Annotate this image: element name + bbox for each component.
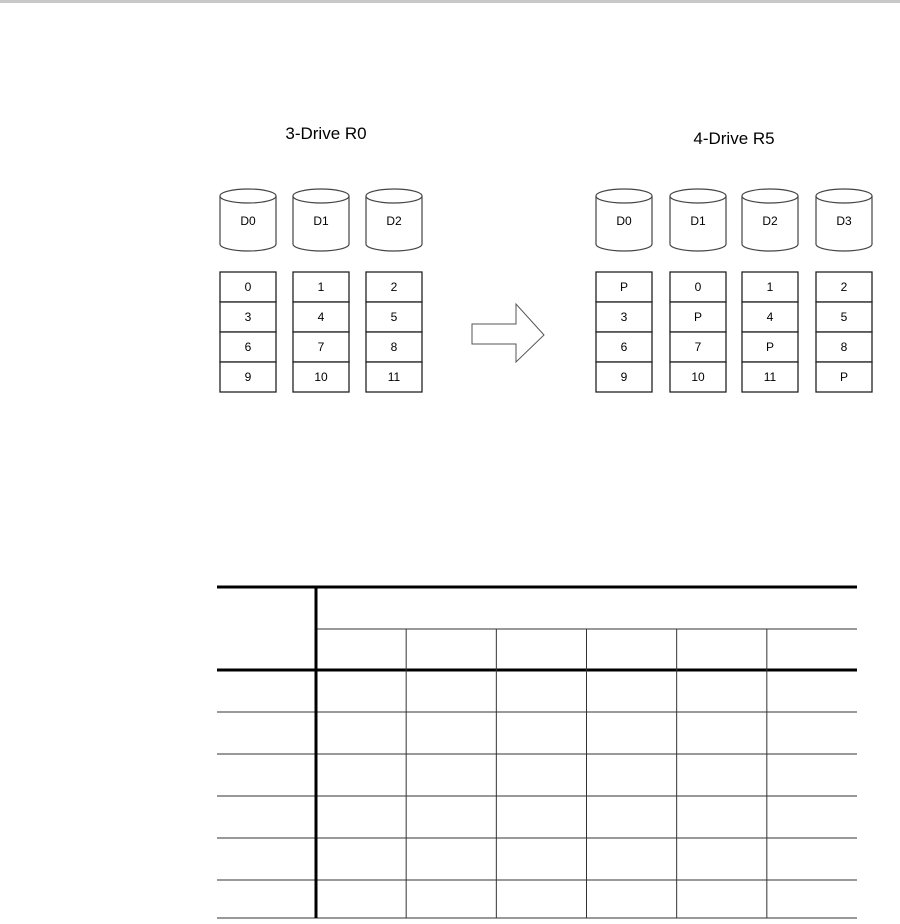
drive-d0-icon	[220, 189, 276, 251]
stripe-cell-label: 3	[244, 310, 252, 324]
stripe-cell-label: 9	[620, 370, 628, 384]
stripe-cell-label: P	[619, 280, 629, 294]
stripe-column	[742, 272, 798, 392]
drive-label: D3	[836, 214, 852, 228]
drive-d3-icon	[816, 189, 872, 251]
drive-d2-icon	[742, 189, 798, 251]
stripe-cell-label: P	[765, 340, 775, 354]
stripe-cell-label: 7	[694, 340, 702, 354]
drive-label: D1	[690, 214, 706, 228]
stripe-cell-label: 4	[317, 310, 325, 324]
raid5-title: 4-Drive R5	[693, 129, 775, 148]
raid5-array	[596, 129, 872, 392]
stripe-column	[816, 272, 872, 392]
drive-label: D2	[386, 214, 402, 228]
migration-arrow-icon	[472, 304, 544, 362]
stripe-cell-label: 11	[763, 370, 777, 384]
drive-d1-icon	[293, 189, 349, 251]
stripe-column	[596, 272, 652, 392]
stripe-column	[366, 272, 422, 392]
stripe-cell-label: P	[693, 310, 703, 324]
stripe-column	[293, 272, 349, 392]
stripe-cell-label: 5	[390, 310, 398, 324]
drive-label: D0	[240, 214, 256, 228]
stripe-cell-label: 11	[387, 370, 401, 384]
stripe-cell-label: 10	[691, 370, 705, 384]
stripe-cell-label: 8	[840, 340, 848, 354]
stripe-cell-label: 2	[390, 280, 398, 294]
comparison-table	[217, 587, 857, 918]
drive-label: D2	[762, 214, 778, 228]
drive-d1-icon	[670, 189, 726, 251]
stripe-cell-label: 1	[766, 280, 774, 294]
stripe-cell-label: 4	[766, 310, 774, 324]
drive-label: D0	[616, 214, 632, 228]
stripe-cell-label: 7	[317, 340, 325, 354]
drive-label: D1	[313, 214, 329, 228]
drive-d0-icon	[596, 189, 652, 251]
stripe-cell-label: 0	[694, 280, 702, 294]
stripe-cell-label: 10	[314, 370, 328, 384]
stripe-cell-label: 3	[620, 310, 628, 324]
stripe-column	[220, 272, 276, 392]
stripe-cell-label: P	[839, 370, 849, 384]
stripe-cell-label: 1	[317, 280, 325, 294]
raid0-title: 3-Drive R0	[285, 124, 367, 143]
stripe-cell-label: 5	[840, 310, 848, 324]
stripe-cell-label: 9	[244, 370, 252, 384]
stripe-column	[670, 272, 726, 392]
stripe-cell-label: 6	[244, 340, 252, 354]
stripe-cell-label: 6	[620, 340, 628, 354]
stripe-cell-label: 0	[244, 280, 252, 294]
raid0-array	[220, 124, 422, 392]
stripe-cell-label: 2	[840, 280, 848, 294]
stripe-cell-label: 8	[390, 340, 398, 354]
drive-d2-icon	[366, 189, 422, 251]
